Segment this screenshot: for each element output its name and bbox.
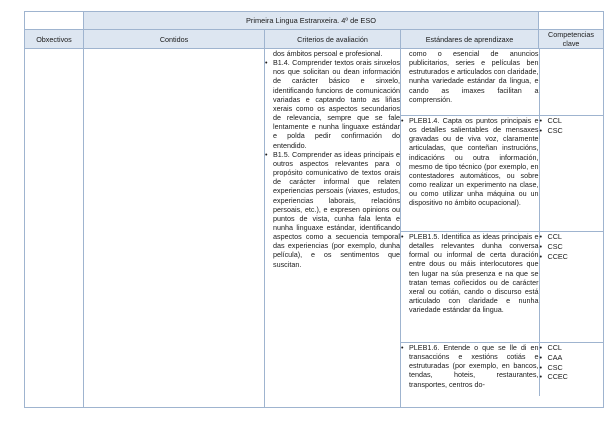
competence-item: • CSC — [540, 126, 605, 136]
criteria-cell — [265, 49, 401, 408]
standard-item: • PLEB1.4. Capta os puntos principais e os detalles salientables de mensaxes gravadas ou de viva voz, claramente articuladas, que conteñan instrucións, indicacións ou outra información, mesmo de tipo técnico (por exemplo, en contestadores automáticos, ou sobre como realizar un experimento na clase, ou como utilizar unha máquina ou un dispositivo no ámbito ocupacional). — [401, 116, 539, 208]
contents-cell — [84, 49, 265, 408]
standard-cell — [401, 343, 539, 397]
criteria-item: • B1.4. Comprender textos orais sinxelos nos que solicitan ou dean información de carácter básico e sinxelo, identificando funcions de comunicación variadas e captando tanto as liñas xerais como os aspectos secundarios de relevancia, sempre que se fale lentamente e nunha linguaxe estándar e polda pedir confirmación do entendido. — [265, 58, 400, 150]
column-header-objectives: Obxectivos — [25, 30, 84, 49]
competence-item: • CSC — [540, 242, 605, 252]
competence-item: • CCEC — [540, 252, 605, 262]
table-title: Primeira Lingua Estranxeira. 4º de ESO — [84, 12, 539, 30]
criteria-list — [265, 58, 400, 269]
standard-cell-lead — [401, 49, 539, 116]
standard-item: • PLEB1.6. Entende o que se lle di en transaccións e xestións cotiás e estruturadas (por exemplo, en bancos, tendas, hoteis, restaurantes, transportes, centros do- — [401, 343, 539, 389]
column-header-standards: Estándares de aprendizaxe — [401, 30, 539, 49]
blank-corner-cell — [539, 12, 604, 30]
standard-cell — [401, 116, 539, 232]
standard-cell — [401, 232, 539, 343]
criteria-lead-text: dos ámbitos persoal e profesional. — [273, 49, 383, 58]
column-header-contents: Contidos — [84, 30, 265, 49]
competence-cell — [539, 116, 604, 232]
competence-item: • CCL — [540, 116, 605, 126]
standard-lead-text: como o esencial de anuncios publicitarios, series e películas ben estruturados e articulados con claridade, nunha variedade estándar da lingua, e cando as imaxes facilitan a comprensión. — [409, 49, 539, 104]
competence-item: • CCEC — [540, 372, 605, 382]
competence-cell — [539, 232, 604, 343]
competence-cell — [539, 343, 604, 397]
criteria-item: • B1.5. Comprender as ideas principais e outros aspectos relevantes para o propósito comunicativo de textos orais de carácter informal que relaten experiencias persoais (viaxes, estudos, experiencias laborais, relacións persoais, etc.), e expresen opinions ou puntos de vista, cunha fala lenta e nunha linguaxe estándar, identificando aspectos como a secuencia temporal das experiencias (por exemplo, dunha película), e os sentimentos que suscitan. — [265, 150, 400, 269]
competence-item: • CSC — [540, 363, 605, 373]
curriculum-table — [24, 11, 604, 408]
competence-item: • CAA — [540, 353, 605, 363]
standards-competences-cell — [401, 49, 604, 408]
column-header-criteria: Criterios de avaliación — [265, 30, 401, 49]
standard-item: • PLEB1.5. Identifica as ideas principais e detalles relevantes dunha conversa formal ou informal de certa duración entre dous ou máis interlocutores que ten lugar na súa presenza e na que se tratan temas coñecidos ou de carácter xeral ou cotián, cando o discurso está articulado con claridade e nunha variedade estándar da lingua. — [401, 232, 539, 314]
competence-item: • CCL — [540, 232, 605, 242]
column-header-competences: Competencias clave — [539, 30, 604, 49]
competence-item: • CCL — [540, 343, 605, 353]
blank-corner-cell — [25, 12, 84, 30]
competence-cell-empty — [539, 49, 604, 116]
objectives-cell — [25, 49, 84, 408]
standards-inner-table — [401, 49, 604, 396]
